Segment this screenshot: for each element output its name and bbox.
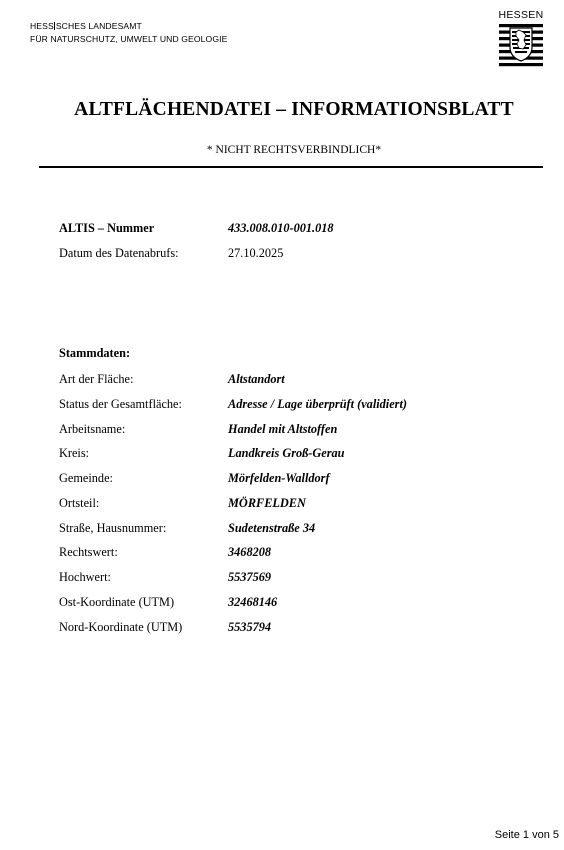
retrieval-date-value: 27.10.2025 [228, 246, 284, 260]
field-label: Arbeitsname: [59, 422, 126, 436]
field-label: Ost-Koordinate (UTM) [59, 595, 175, 609]
coat-of-arms-icon [499, 23, 543, 67]
field-value: Handel mit Altstoffen [228, 422, 338, 436]
agency-line-1 [30, 20, 227, 33]
field-value: MÖRFELDEN [228, 496, 306, 510]
altis-number-value: 433.008.010-001.018 [228, 221, 334, 235]
altis-number-label: ALTIS – Nummer [59, 221, 155, 235]
hessen-logo [497, 9, 545, 67]
field-label: Ortsteil: [59, 496, 100, 510]
field-value: 32468146 [228, 595, 278, 609]
field-value: Landkreis Groß-Gerau [228, 446, 345, 460]
document-subtitle: * NICHT RECHTSVERBINDLICH* [206, 144, 382, 156]
field-label: Straße, Hausnummer: [59, 521, 167, 535]
field-value: Mörfelden-Walldorf [228, 471, 330, 485]
field-label: Status der Gesamtfläche: [59, 397, 182, 411]
logo-text: HESSEN [498, 9, 544, 21]
field-value: 5535794 [228, 620, 272, 634]
field-label: Hochwert: [59, 570, 111, 584]
field-label: Art der Fläche: [59, 372, 134, 386]
field-value: 5537569 [228, 570, 272, 584]
retrieval-date-label: Datum des Datenabrufs: [59, 246, 179, 260]
divider [39, 166, 543, 168]
agency-name [30, 20, 227, 46]
field-value: Altstandort [228, 372, 285, 386]
field-label: Rechtswert: [59, 545, 118, 559]
page-number: Seite 1 von 5 [494, 829, 559, 841]
document-title: ALTFLÄCHENDATEI – INFORMATIONSBLATT [74, 99, 514, 120]
agency-line-1-part-b: SCHES LANDESAMT [55, 21, 142, 31]
field-label: Kreis: [59, 446, 90, 460]
field-label: Gemeinde: [59, 471, 113, 485]
field-label: Nord-Koordinate (UTM) [59, 620, 183, 634]
stammdaten-heading: Stammdaten: [59, 346, 131, 360]
field-value: Sudetenstraße 34 [228, 521, 316, 535]
agency-line-2: FÜR NATURSCHUTZ, UMWELT UND GEOLOGIE [30, 34, 228, 44]
field-value: Adresse / Lage überprüft (validiert) [228, 397, 407, 411]
agency-line-1-part-a: HESS [30, 21, 54, 31]
field-value: 3468208 [228, 545, 272, 559]
